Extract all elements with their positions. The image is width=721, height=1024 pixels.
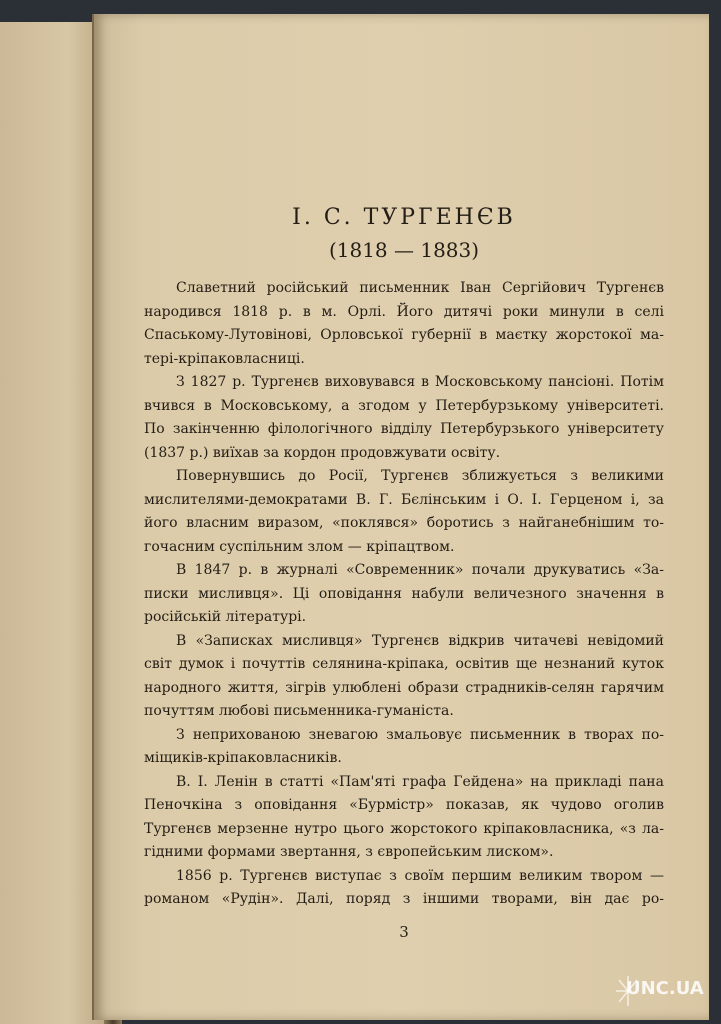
text-line: романом «Рудін». Далі, поряд з іншими творами, він дає ро- <box>144 891 664 907</box>
text-line: В. І. Ленін в статті «Пам'яті графа Гейдена» на прикладі пана <box>176 773 664 790</box>
text-line: гочасним суспільним злом — кріпацтвом. <box>144 538 455 555</box>
text-line: писки мисливця». Ці оповідання набули величезного значення в <box>144 585 664 602</box>
text-line: З 1827 р. Тургенєв виховувався в Московському пансіоні. Потім <box>176 374 664 390</box>
text-line: 1856 р. Тургенєв виступає з своїм першим великим твором — <box>176 867 664 884</box>
text-line: тері-кріпаковласниці. <box>144 350 305 367</box>
watermark-logo <box>608 966 718 1016</box>
text-line: Пеночкіна з оповідання «Бурмістр» показав, як чудово оголив <box>144 797 664 813</box>
text-line: мислителями-демократами В. Г. Бєлінським і О. І. Герценом і, за <box>144 491 664 508</box>
text-line: народився 1818 р. в м. Орлі. Його дитячі роки минули в селі <box>144 303 664 320</box>
page-subtitle: (1818 — 1883) <box>328 238 480 262</box>
text-line: народного життя, зігрів улюблені образи страдників-селян гарячим <box>144 679 664 696</box>
text-line: гідними формами звертання, з європейським лиском». <box>144 844 554 860</box>
text-line: По закінченню філологічного відділу Петербурзького університету <box>144 421 664 437</box>
text-line: Спаському-Лутовінові, Орловської губернії в маєтку жорстокої ма- <box>144 327 664 343</box>
text-line: міщиків-кріпаковласників. <box>144 750 342 766</box>
text-line: його власним виразом, «поклявся» боротись з найганебнішим то- <box>144 515 664 531</box>
text-line: В 1847 р. в журналі «Современник» почали друкуватись «За- <box>176 562 664 578</box>
text-line: російській літературі. <box>144 609 307 625</box>
text-line: Повернувшись до Росії, Тургенєв зближується з великими <box>176 468 664 484</box>
text-line: світ думок і почуттів селянина-кріпака, освітив ще незнаний куток <box>144 656 664 672</box>
text-line: Славетний російський письменник Іван Сергійович Тургенєв <box>176 280 664 296</box>
text-line: вчився в Московському, а згодом у Петербурзькому університеті. <box>144 397 664 414</box>
page-number: 3 <box>399 922 409 941</box>
watermark-text: UNC.UA <box>626 978 704 999</box>
book-page <box>92 14 709 1020</box>
text-line: почуттям любові письменника-гуманіста. <box>144 703 454 719</box>
text-line: Тургенєв мерзенне нутро цього жорстокого кріпаковласника, «з ла- <box>144 820 664 837</box>
text-line: В «Записках мисливця» Тургенєв відкрив читачеві невідомий <box>176 632 664 649</box>
text-line: З неприхованою зневагою змальовує письменник в творах по- <box>176 726 664 743</box>
text-line: (1837 р.) виїхав за кордон продовжувати освіту. <box>144 444 501 461</box>
page-title: І. С. ТУРГЕНЄВ <box>292 205 516 230</box>
